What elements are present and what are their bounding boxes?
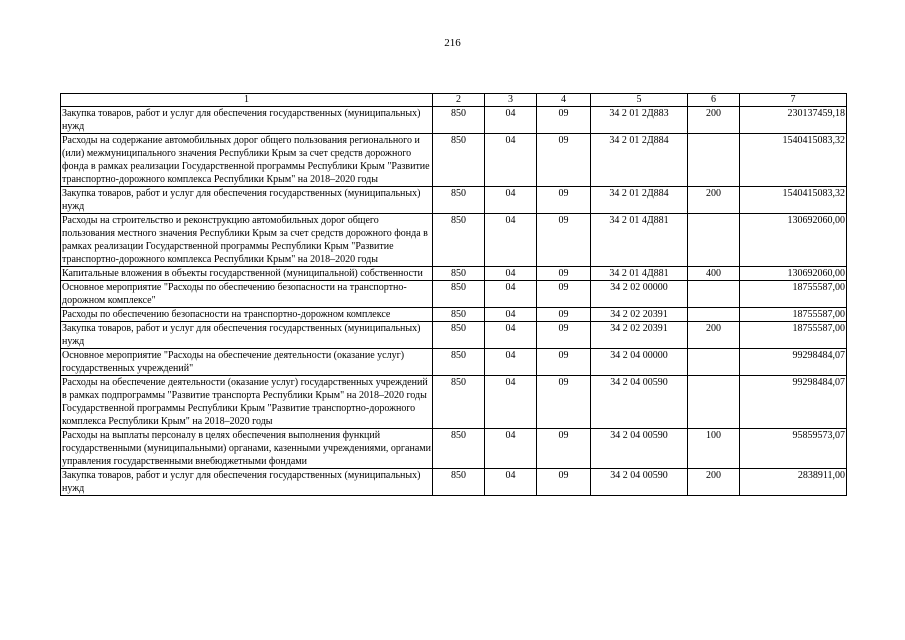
row-code-3: 04 [485,267,537,281]
column-header-4: 4 [537,94,591,107]
row-amount: 130692060,00 [740,214,847,267]
row-code-2: 850 [433,187,485,214]
row-amount: 130692060,00 [740,267,847,281]
row-code-3: 04 [485,107,537,134]
row-name: Основное мероприятие "Расходы по обеспечению безопасности на транспортно-дорожном комплексе" [61,281,433,308]
row-name: Расходы по обеспечению безопасности на транспортно-дорожном комплексе [61,308,433,322]
row-code-3: 04 [485,429,537,469]
row-amount: 18755587,00 [740,322,847,349]
row-name: Закупка товаров, работ и услуг для обеспечения государственных (муниципальных) нужд [61,469,433,496]
row-code-2: 850 [433,376,485,429]
row-code-5: 34 2 01 2Д883 [591,107,688,134]
row-code-6 [688,281,740,308]
row-code-2: 850 [433,267,485,281]
row-code-2: 850 [433,469,485,496]
row-amount: 18755587,00 [740,308,847,322]
column-header-5: 5 [591,94,688,107]
row-code-4: 09 [537,134,591,187]
row-amount: 230137459,18 [740,107,847,134]
row-code-5: 34 2 01 2Д884 [591,187,688,214]
row-code-5: 34 2 01 4Д881 [591,214,688,267]
row-name: Закупка товаров, работ и услуг для обеспечения государственных (муниципальных) нужд [61,322,433,349]
row-code-4: 09 [537,469,591,496]
row-code-3: 04 [485,322,537,349]
table-row [61,134,847,187]
table-row [61,376,847,429]
row-amount: 95859573,07 [740,429,847,469]
row-name: Расходы на выплаты персоналу в целях обеспечения выполнения функций государственными (муниципальными) органами, казенными учреждениями, органами управления государственными внебюджетными фондами [62,430,431,467]
row-code-6 [688,349,740,376]
row-amount: 1540415083,32 [740,134,847,187]
row-amount: 18755587,00 [740,281,847,308]
row-code-6 [688,308,740,322]
row-code-5: 34 2 02 20391 [591,322,688,349]
table-row [61,267,847,281]
page-number: 216 [444,37,461,49]
table-row [61,187,847,214]
row-code-3: 04 [485,349,537,376]
row-name: Основное мероприятие "Расходы на обеспечение деятельности (оказание услуг) государственных учреждений" [61,349,433,376]
row-code-5: 34 2 04 00590 [591,376,688,429]
row-code-6 [688,214,740,267]
row-code-5: 34 2 04 00000 [591,349,688,376]
row-code-6 [688,376,740,429]
row-code-2: 850 [433,308,485,322]
row-code-4: 09 [537,429,591,469]
table-row [61,469,847,496]
row-code-2: 850 [433,281,485,308]
row-code-3: 04 [485,214,537,267]
row-amount: 99298484,07 [740,376,847,429]
row-code-4: 09 [537,349,591,376]
table-row [61,429,847,469]
column-header-3: 3 [485,94,537,107]
column-header-7: 7 [740,94,847,107]
row-amount: 99298484,07 [740,349,847,376]
row-code-3: 04 [485,469,537,496]
column-header-1: 1 [61,94,433,107]
table-row [61,308,847,322]
row-code-4: 09 [537,214,591,267]
row-code-2: 850 [433,107,485,134]
row-code-4: 09 [537,376,591,429]
row-code-4: 09 [537,187,591,214]
table-row [61,214,847,267]
table-row [61,107,847,134]
row-code-2: 850 [433,349,485,376]
table-row [61,349,847,376]
row-code-4: 09 [537,267,591,281]
row-name: Капитальные вложения в объекты государственной (муниципальной) собственности [61,267,433,281]
row-code-3: 04 [485,281,537,308]
row-code-6: 200 [688,187,740,214]
row-code-3: 04 [485,187,537,214]
row-name: Закупка товаров, работ и услуг для обеспечения государственных (муниципальных) нужд [61,187,433,214]
row-code-2: 850 [433,429,485,469]
row-code-4: 09 [537,322,591,349]
row-amount: 1540415083,32 [740,187,847,214]
table-row [61,281,847,308]
row-code-6: 100 [688,429,740,469]
column-header-6: 6 [688,94,740,107]
row-code-5: 34 2 01 4Д881 [591,267,688,281]
row-code-6: 200 [688,469,740,496]
table-row [61,322,847,349]
row-code-5: 34 2 04 00590 [591,469,688,496]
row-name: Закупка товаров, работ и услуг для обеспечения государственных (муниципальных) нужд [61,107,433,134]
row-code-4: 09 [537,281,591,308]
row-code-6: 200 [688,322,740,349]
row-code-3: 04 [485,134,537,187]
row-name: Расходы на содержание автомобильных дорог общего пользования регионального и (или) межмуниципального значения Республики Крым за счет средств дорожного фонда в рамках реализации Государственной программы Республики Крым "Развитие транспортно-дорожного комплекса Республики Крым" на 2018–2020 годы [61,134,433,187]
row-code-6: 200 [688,107,740,134]
row-code-5: 34 2 02 00000 [591,281,688,308]
row-code-4: 09 [537,308,591,322]
row-code-4: 09 [537,107,591,134]
row-code-3: 04 [485,376,537,429]
budget-table [60,93,847,496]
row-code-3: 04 [485,308,537,322]
row-code-2: 850 [433,322,485,349]
row-code-2: 850 [433,214,485,267]
column-header-2: 2 [433,94,485,107]
row-name: Расходы на строительство и реконструкцию автомобильных дорог общего пользования местного значения Республики Крым за счет средств дорожного фонда в рамках реализации Государственной программы Республики Крым "Развитие транспортно-дорожного комплекса Республики Крым" на 2018–2020 годы [61,214,433,267]
row-code-6 [688,134,740,187]
row-code-5: 34 2 01 2Д884 [591,134,688,187]
row-name: Расходы на обеспечение деятельности (оказание услуг) государственных учреждений в рамках подпрограммы "Развитие транспорта Республики Крым" на 2018–2020 годы Государственной программы Республики Крым "Развитие транспортно-дорожного комплекса Республики Крым" на 2018–2020 годы [61,376,433,429]
row-code-6: 400 [688,267,740,281]
row-code-5: 34 2 02 20391 [591,308,688,322]
row-code-2: 850 [433,134,485,187]
header-row [61,94,847,107]
row-code-5: 34 2 04 00590 [591,429,688,469]
row-amount: 2838911,00 [740,469,847,496]
